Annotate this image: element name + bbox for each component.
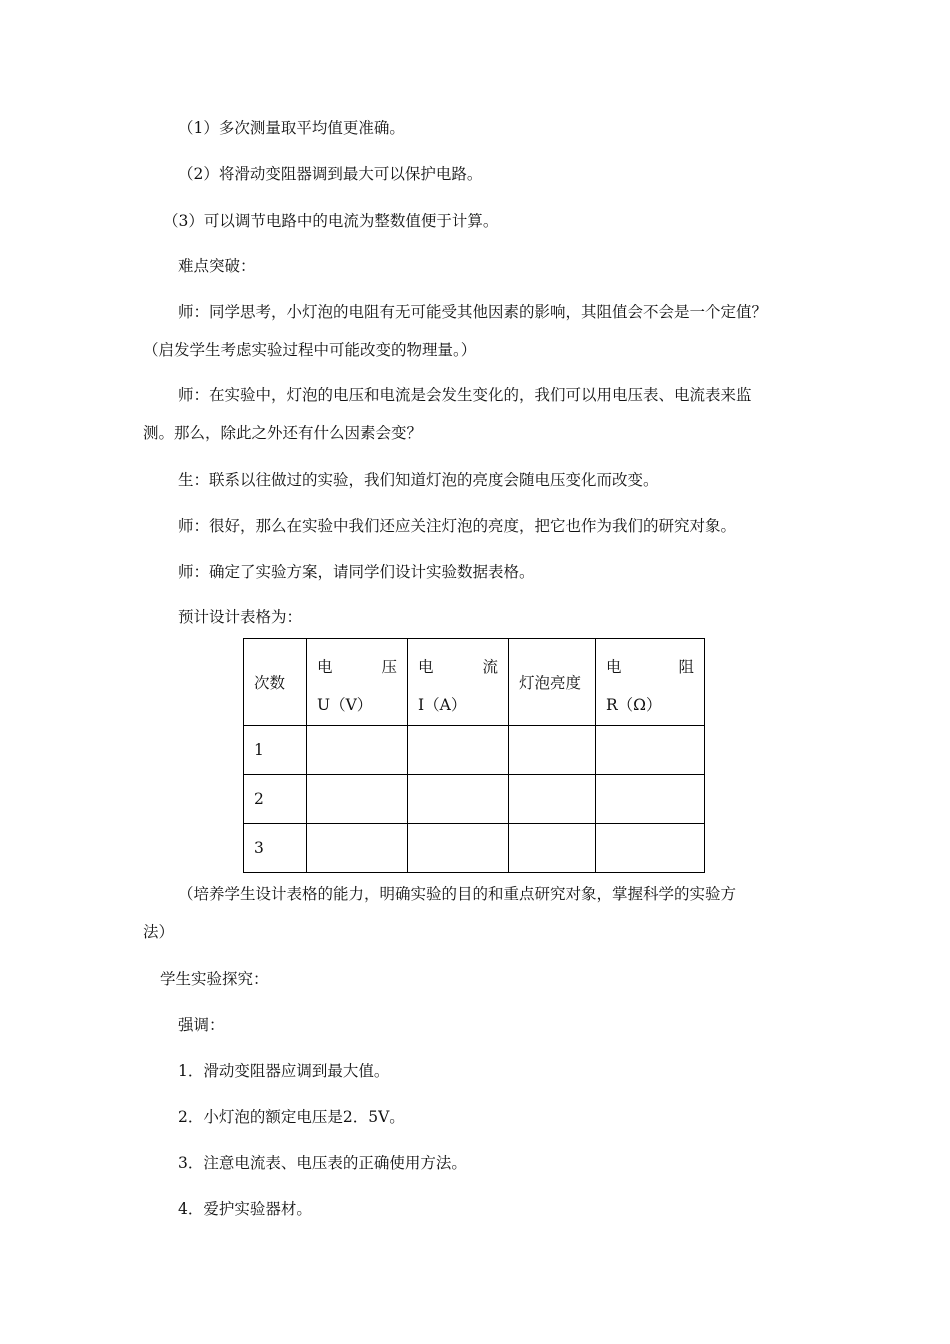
dialog-2-line-2: 测。那么，除此之外还有什么因素会变？ bbox=[143, 424, 423, 442]
table-cell bbox=[408, 824, 509, 873]
emphasis-item-1: 1．滑动变阻器应调到最大值。 bbox=[178, 1062, 390, 1080]
dialog-2-line-1: 师：在实验中，灯泡的电压和电流是会发生变化的，我们可以用电压表、电流表来监 bbox=[178, 386, 752, 404]
dialog-4: 师：很好，那么在实验中我们还应关注灯泡的亮度，把它也作为我们的研究对象。 bbox=[178, 517, 737, 535]
point-3: （3）可以调节电路中的电流为整数值便于计算。 bbox=[163, 212, 499, 230]
point-1: （1）多次测量取平均值更准确。 bbox=[178, 119, 405, 137]
difficulty-heading: 难点突破： bbox=[178, 257, 256, 275]
table-cell bbox=[596, 824, 705, 873]
header-voltage-char-2: 压 bbox=[381, 658, 397, 676]
header-voltage-unit: U（V） bbox=[317, 696, 373, 714]
dialog-3: 生：联系以往做过的实验，我们知道灯泡的亮度会随电压变化而改变。 bbox=[178, 471, 659, 489]
table-cell bbox=[596, 775, 705, 824]
row-number: 3 bbox=[244, 824, 307, 873]
header-brightness: 灯泡亮度 bbox=[509, 639, 596, 726]
table-cell bbox=[509, 824, 596, 873]
header-voltage bbox=[307, 639, 408, 726]
header-resistance-char-2: 阻 bbox=[678, 658, 694, 676]
table-cell bbox=[509, 775, 596, 824]
row-number: 1 bbox=[244, 726, 307, 775]
table-header-row bbox=[244, 639, 705, 726]
note-line-2: 法） bbox=[143, 923, 175, 941]
dialog-1-line-1: 师：同学思考，小灯泡的电阻有无可能受其他因素的影响，其阻值会不会是一个定值？ bbox=[178, 303, 768, 321]
table-cell bbox=[307, 726, 408, 775]
header-resistance bbox=[596, 639, 705, 726]
note-line-1: （培养学生设计表格的能力，明确实验的目的和重点研究对象，掌握科学的实验方 bbox=[178, 885, 737, 903]
header-current-unit: I（A） bbox=[418, 696, 467, 714]
header-count: 次数 bbox=[244, 639, 307, 726]
header-voltage-char-1: 电 bbox=[317, 658, 333, 676]
table-cell bbox=[408, 726, 509, 775]
emphasis-item-4: 4．爱护实验器材。 bbox=[178, 1200, 312, 1218]
header-resistance-unit: R（Ω） bbox=[606, 696, 662, 714]
dialog-paragraph-1 bbox=[143, 302, 823, 360]
emphasis-heading: 强调： bbox=[178, 1016, 225, 1034]
header-current bbox=[408, 639, 509, 726]
table-cell bbox=[509, 726, 596, 775]
header-current-char-2: 流 bbox=[482, 658, 498, 676]
table-cell bbox=[596, 726, 705, 775]
table-row bbox=[244, 824, 705, 873]
dialog-paragraph-2 bbox=[143, 385, 823, 443]
data-table bbox=[243, 638, 705, 873]
header-current-char-1: 电 bbox=[418, 658, 434, 676]
table-cell bbox=[307, 824, 408, 873]
dialog-5: 师：确定了实验方案，请同学们设计实验数据表格。 bbox=[178, 563, 535, 581]
emphasis-item-3: 3．注意电流表、电压表的正确使用方法。 bbox=[178, 1154, 467, 1172]
student-heading: 学生实验探究： bbox=[160, 970, 269, 988]
table-row bbox=[244, 726, 705, 775]
note-paragraph bbox=[143, 884, 823, 942]
row-number: 2 bbox=[244, 775, 307, 824]
table-row bbox=[244, 775, 705, 824]
emphasis-item-2: 2．小灯泡的额定电压是2．5V。 bbox=[178, 1108, 405, 1126]
header-resistance-char-1: 电 bbox=[606, 658, 622, 676]
table-cell bbox=[408, 775, 509, 824]
table-intro: 预计设计表格为： bbox=[178, 608, 303, 626]
dialog-1-line-2: （启发学生考虑实验过程中可能改变的物理量。） bbox=[143, 341, 477, 359]
table-cell bbox=[307, 775, 408, 824]
point-2: （2）将滑动变阻器调到最大可以保护电路。 bbox=[178, 165, 483, 183]
